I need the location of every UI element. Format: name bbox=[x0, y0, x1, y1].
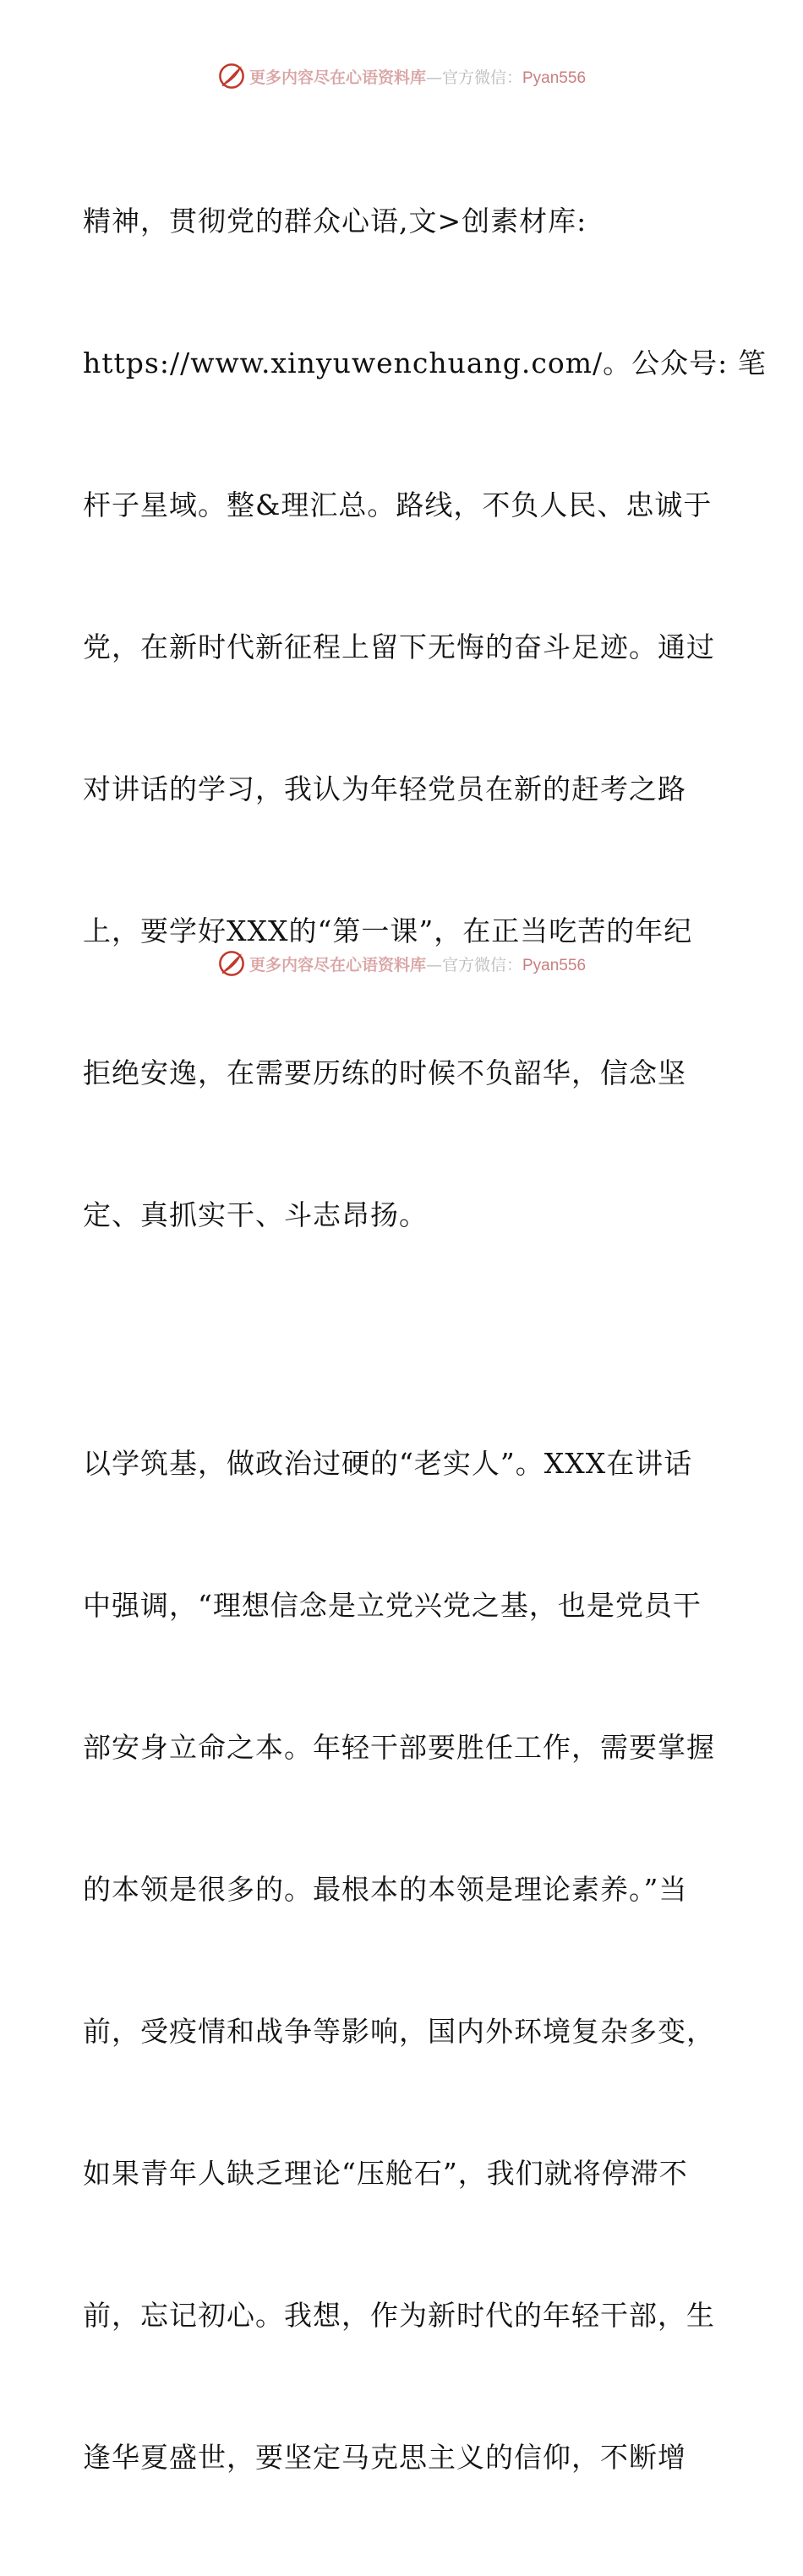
paragraph-2 bbox=[83, 1345, 725, 2576]
watermark-title: 更多内容尽在心语资料库 bbox=[249, 68, 426, 87]
red-quill-logo-icon bbox=[217, 62, 246, 90]
header-watermark-banner bbox=[0, 59, 803, 93]
paragraph-line: 精神，贯彻党的群众心语,文>创素材库: bbox=[83, 205, 587, 237]
paragraph-line: 杆子星域。整&理汇总。路线，不负人民、忠诚于 bbox=[83, 488, 713, 521]
watermark-separator: — bbox=[425, 955, 442, 974]
paragraph-line: https://www.xinyuwenchuang.com/。公众号: 笔 bbox=[83, 347, 767, 379]
watermark-text bbox=[249, 952, 586, 975]
watermark-wechat-label: 官方微信： bbox=[441, 955, 522, 974]
paragraph-line: 的本领是很多的。最根本的本领是理论素养。”当 bbox=[83, 1873, 688, 1906]
footer-watermark-banner bbox=[0, 947, 803, 980]
paragraph-line: 前，忘记初心。我想，作为新时代的年轻干部，生 bbox=[83, 2299, 715, 2332]
watermark-account: Pyan556 bbox=[522, 956, 587, 974]
watermark-wechat-label: 官方微信： bbox=[441, 68, 522, 87]
paragraph-line: 中强调，“理想信念是立党兴党之基，也是党员干 bbox=[83, 1589, 702, 1622]
paragraph-line: 上，要学好XXX的“第一课”，在正当吃苦的年纪 bbox=[83, 914, 693, 947]
paragraph-line: 前，受疫情和战争等影响，国内外环境复杂多变， bbox=[83, 2015, 715, 2048]
paragraph-line: 如果青年人缺乏理论“压舱石”，我们就将停滞不 bbox=[83, 2157, 688, 2190]
paragraph-line: 逢华夏盛世，要坚定马克思主义的信仰，不断增 bbox=[83, 2441, 686, 2474]
paragraph-line: 定、真抓实干、斗志昂扬。 bbox=[83, 1198, 428, 1231]
paragraph-line: 拒绝安逸，在需要历练的时候不负韶华，信念坚 bbox=[83, 1056, 686, 1089]
red-quill-logo-icon bbox=[217, 949, 246, 978]
paragraph-line: 以学筑基，做政治过硬的“老实人”。XXX在讲话 bbox=[83, 1447, 693, 1480]
document-body bbox=[83, 103, 767, 2576]
watermark-title: 更多内容尽在心语资料库 bbox=[249, 955, 426, 974]
watermark-account: Pyan556 bbox=[522, 68, 587, 87]
paragraph-line: 党，在新时代新征程上留下无悔的奋斗足迹。通过 bbox=[83, 630, 715, 663]
watermark-text bbox=[249, 65, 586, 88]
paragraph-1 bbox=[83, 103, 767, 1334]
paragraph-line: 对讲话的学习，我认为年轻党员在新的赶考之路 bbox=[83, 772, 686, 805]
paragraph-line: 部安身立命之本。年轻干部要胜任工作，需要掌握 bbox=[83, 1731, 715, 1764]
watermark-separator: — bbox=[425, 68, 442, 87]
